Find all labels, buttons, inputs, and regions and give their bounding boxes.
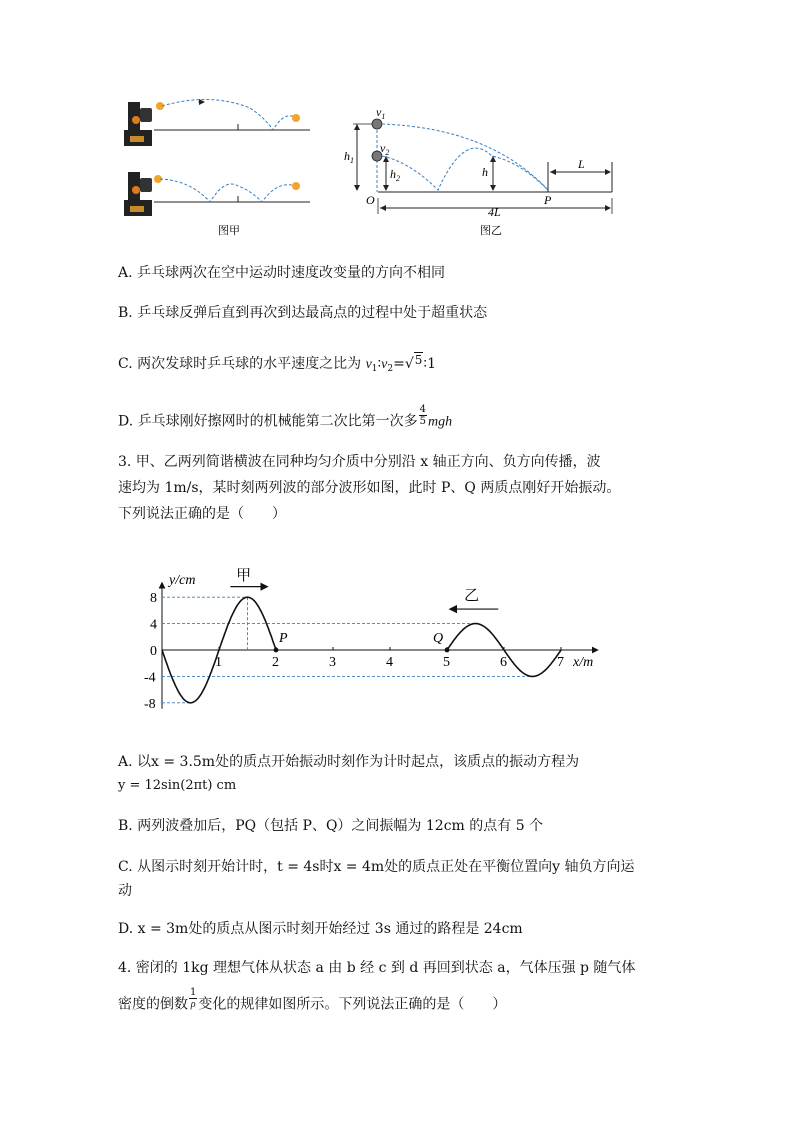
q4-stem-2: 密度的倒数 $\frac{1}{\rho}$ 变化的规律如图所示。下列说法正确的是（ ） [118, 987, 507, 1013]
point-P-label: P [279, 631, 288, 646]
q3-option-c-1: C. 从图示时刻开始计时，t = 4s时x = 4m处的质点正处在平衡位置向y 轴负方向运 [118, 859, 635, 875]
label-h1: $h_1$ [344, 149, 354, 165]
x-axis-label: x/m [573, 655, 594, 670]
q4-stem-1: 4. 密闭的 1kg 理想气体从状态 a 由 b 经 c 到 d 再回到状态 a，气体压强 p 随气体 [118, 960, 636, 976]
q3-option-d: D. x = 3m处的质点从图示时刻开始经过 3s 通过的路程是 24cm [118, 921, 523, 937]
q2-option-d: D. 乒乓球刚好擦网时的机械能第二次比第一次多 $\frac{4}{5}$ mgh [118, 404, 453, 430]
y-tick-label: 4 [150, 617, 157, 633]
ball-icon [292, 182, 300, 190]
label-v2: $v_2$ [380, 141, 390, 157]
q3-stem-3: 下列说法正确的是（ ） [118, 506, 286, 522]
y-tick-label: 0 [150, 644, 157, 659]
q3-option-a-1: A. 以x = 3.5m处的质点开始振动时刻作为计时起点，该质点的振动方程为 [118, 754, 580, 770]
point-Q-label: Q [433, 631, 444, 646]
y-axis-label: y/cm [169, 573, 196, 588]
x-tick-label: 1 [215, 655, 222, 670]
x-tick-label: 5 [443, 655, 450, 670]
y-tick-label: 8 [150, 591, 157, 607]
q2-option-b: B. 乒乓球反弹后直到再次到达最高点的过程中处于超重状态 [118, 305, 488, 321]
q2-option-c: C. 两次发球时乒乓球的水平速度之比为 $v_1∶v_2=√5∶1$ [118, 353, 436, 374]
wave-chart [118, 565, 618, 720]
q3-option-c-2: 动 [118, 883, 132, 899]
label-v1: $v_1$ [376, 105, 386, 121]
x-tick-label: 7 [557, 655, 564, 670]
label-P: P [544, 193, 552, 207]
q3-option-a-2: y = 12sin(2πt) cm [118, 778, 237, 793]
x-tick-label: 6 [500, 655, 507, 670]
ball-icon [292, 114, 300, 122]
q3-stem-1: 3. 甲、乙两列简谐横波在同种均匀介质中分别沿 x 轴正方向、负方向传播，波 [118, 454, 601, 470]
serve-machine-icon [124, 172, 152, 216]
figure-top [110, 90, 630, 240]
x-tick-label: 3 [329, 655, 336, 670]
y-tick-label: -4 [144, 670, 156, 686]
label-h2: $h_2$ [390, 167, 400, 183]
wave-yi-label: 乙 [464, 587, 480, 604]
wave-jia-label: 甲 [236, 568, 252, 585]
trajectory-1 [162, 99, 296, 130]
x-tick-label: 4 [386, 655, 393, 670]
serve-machine-icon [124, 102, 152, 146]
caption-right: 图乙 [480, 225, 502, 237]
label-O: O [366, 193, 375, 207]
label-4L: 4L [488, 205, 501, 219]
caption-left: 图甲 [218, 225, 240, 237]
trajectory-v1 [382, 124, 548, 190]
trajectory-2 [160, 179, 295, 202]
q3-stem-2: 速均为 1m/s，某时刻两列波的部分波形如图，此时 P、Q 两质点刚好开始振动。 [118, 480, 621, 496]
point-Q-dot [445, 648, 450, 653]
label-L: L [578, 157, 585, 171]
q2-option-a: A. 乒乓球两次在空中运动时速度改变量的方向不相同 [118, 265, 446, 281]
x-tick-label: 2 [272, 655, 279, 670]
q3-option-b: B. 两列波叠加后，PQ（包括 P、Q）之间振幅为 12cm 的点有 5 个 [118, 818, 544, 834]
y-tick-label: -8 [144, 696, 156, 712]
point-P-dot [274, 648, 279, 653]
label-h: h [482, 165, 488, 179]
trajectory-v2 [382, 148, 548, 190]
